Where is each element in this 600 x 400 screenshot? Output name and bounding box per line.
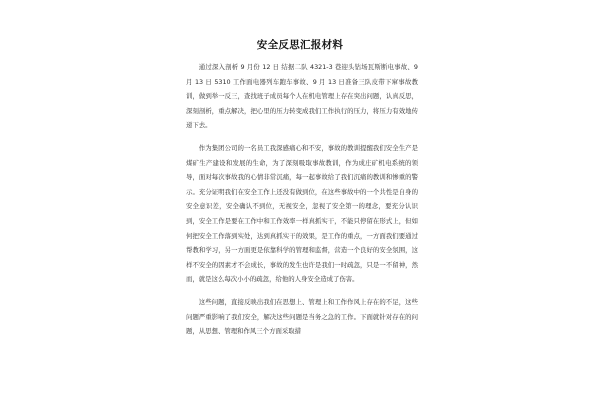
document-body: [186, 60, 418, 347]
paragraph-2: 作为集团公司的一名员工我深感痛心和不安，事故的教训提醒我们安全生产是煤矿生产建设和发展的生命，为了深刻吸取事故教训，作为成庄矿机电系统的领导，面对每次事故我的心情非常沉痛，每一起事故给了我们沉痛的教训和惨重的警示。充分证明我们在安全工作上还没有做到位，在这些事故中的一个共性是自身的安全意识差，安全确认不到位，无视安全，忽视了安全第一的理念，要充分认识到，安全工作是要在工作中和工作效率一样真抓实干，不能只停留在形式上，但如何把安全工作落到实处，达到真抓实干的效果，是工作的重点，一方面我们要通过帮教和学习，另一方面更是依靠科学的管理和监督，营造一个良好的安全氛围，这样不安全的因素才不会成长，事故的发生也许是我们一时疏忽，只是一不留神，然而，就是这么每次小小的疏忽，给他的人身安全造成了伤害。: [186, 143, 418, 284]
document-title: 安全反思汇报材料: [256, 39, 344, 51]
paragraph-3: 这些问题，直接反映出我们在思想上、管理上和工作作风上存在的不足，这些问题严重影响了我们安全，解决这些问题是当务之急的工作。下面就针对存在的问题，从思想、管理和作风三个方面采取措: [186, 297, 418, 336]
paragraph-1: 通过深入剖析 9 月份 12 日 结据二队 4321-3 巷迎头钻场瓦斯断电事故、9 月 13 日 5310 工作面电器列车跑车事故、9 月 13 日准备三队皮带下窜事故教训，做到举一反三，查找班子成员每个人在机电管理上存在突出问题，认真反思，深刻剖析，重点解决，把心里的压力转变成我们工作执行的压力，将压力有效地传递下去。: [186, 63, 418, 130]
